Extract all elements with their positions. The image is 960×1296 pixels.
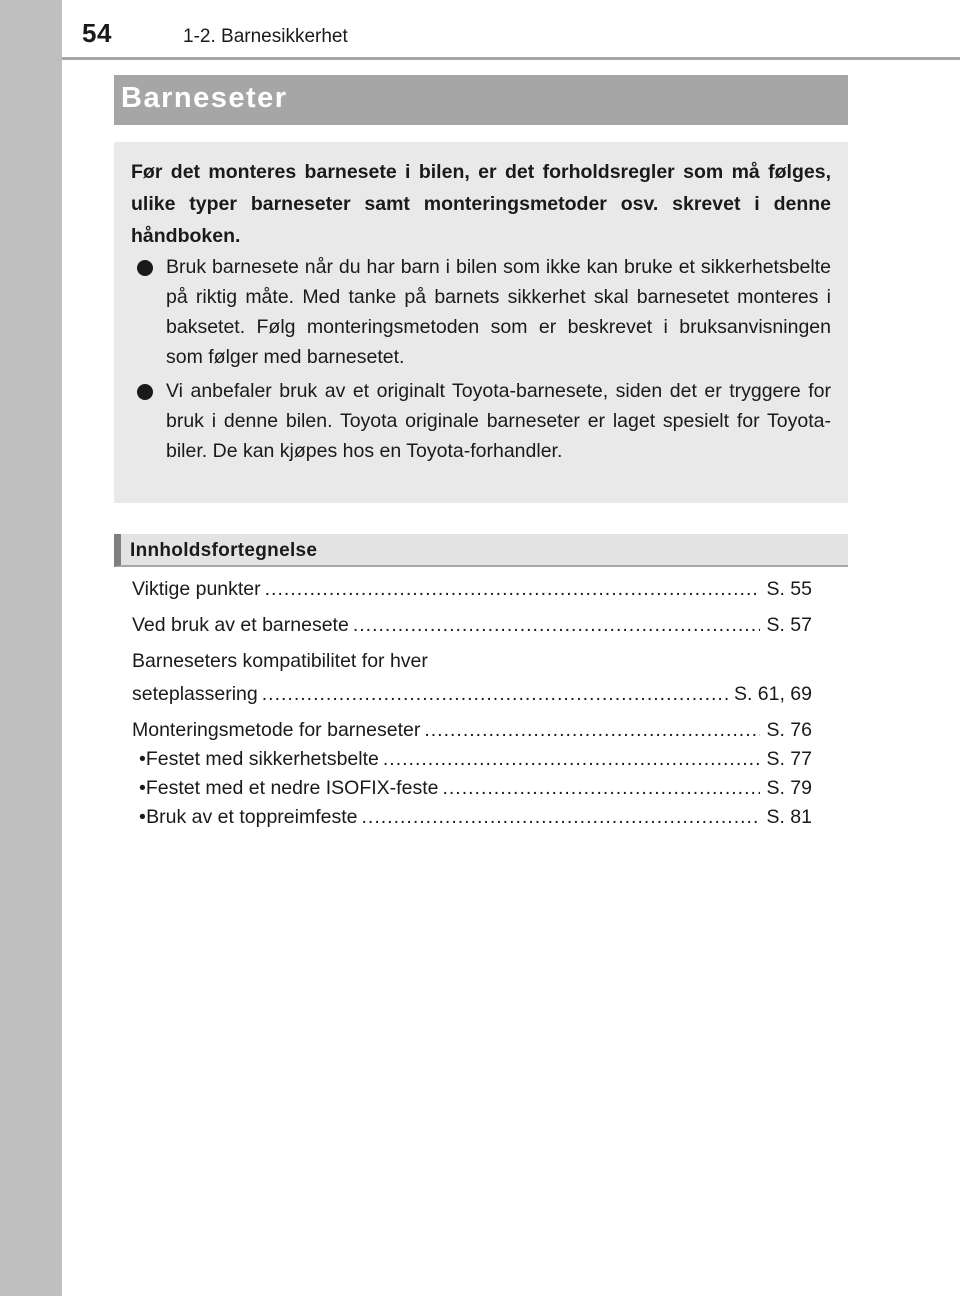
title-bar xyxy=(114,75,848,125)
toc-leader xyxy=(262,681,728,707)
toc-page-ref: S. 76 xyxy=(766,719,812,741)
intro-bullet xyxy=(131,252,831,372)
page-margin-bar xyxy=(0,0,62,1296)
header-divider xyxy=(62,57,960,60)
toc-leader xyxy=(361,804,760,830)
toc-entry-text: Festet med et nedre ISOFIX-feste xyxy=(145,777,439,799)
toc-leader xyxy=(265,576,761,602)
toc-entry-text: seteplassering xyxy=(132,683,258,705)
toc-entry-kompatibilitet[interactable] xyxy=(132,681,812,707)
toc-header xyxy=(114,534,848,567)
toc-subentry-sikkerhetsbelte[interactable] xyxy=(132,746,812,772)
toc-subentry-toppreimfeste[interactable] xyxy=(132,804,812,830)
intro-bullet xyxy=(131,376,831,466)
intro-bullet-list xyxy=(131,252,831,470)
table-of-contents xyxy=(132,576,812,830)
toc-page-ref: S. 81 xyxy=(766,806,812,828)
toc-page-ref: S. 61, 69 xyxy=(733,683,812,705)
toc-entry-monteringsmetode[interactable] xyxy=(132,717,812,743)
toc-leader xyxy=(353,612,761,638)
page-number: 54 xyxy=(82,18,112,48)
toc-entry-text: Viktige punkter xyxy=(132,578,261,600)
section-label: 1-2. Barnesikkerhet xyxy=(183,26,348,47)
toc-title: Innholdsfortegnelse xyxy=(130,540,318,561)
toc-page-ref: S. 55 xyxy=(766,578,812,600)
toc-entry-ved-bruk[interactable] xyxy=(132,612,812,638)
toc-entry-kompatibilitet-line1[interactable] xyxy=(132,648,812,674)
bullet-icon: • xyxy=(139,777,146,799)
toc-subentry-isofix[interactable] xyxy=(132,775,812,801)
bullet-icon: • xyxy=(139,748,146,770)
toc-leader xyxy=(424,717,760,743)
bullet-icon: • xyxy=(139,806,146,828)
toc-entry-text: Ved bruk av et barnesete xyxy=(132,614,349,636)
toc-entry-text: Bruk av et toppreimfeste xyxy=(146,806,358,828)
bullet-dot-icon xyxy=(137,384,153,400)
intro-box xyxy=(114,142,848,503)
toc-page-ref: S. 57 xyxy=(766,614,812,636)
toc-page-ref: S. 77 xyxy=(766,748,812,770)
toc-entry-text: Festet med sikkerhetsbelte xyxy=(145,748,379,770)
intro-bullet-text: Bruk barnesete når du har barn i bilen som ikke kan bruke et sikkerhetsbelte på riktig måte. Med tanke på barnets sikkerhet skal barnesetet monteres i baksetet. Følg monteringsmetoden som er beskrevet i bruksanvisningen som følger med barnesetet. xyxy=(166,256,831,368)
page-title: Barneseter xyxy=(121,82,288,114)
toc-leader xyxy=(442,775,760,801)
bullet-dot-icon xyxy=(137,260,153,276)
intro-bullet-text: Vi anbefaler bruk av et originalt Toyota-barnesete, siden det er tryggere for bruk i denne bilen. Toyota originale barneseter er laget spesielt for Toyota-biler. De kan kjøpes hos en Toyota-forhandler. xyxy=(166,380,831,462)
toc-entry-viktige-punkter[interactable] xyxy=(132,576,812,602)
toc-leader xyxy=(383,746,761,772)
toc-entry-text: Monteringsmetode for barneseter xyxy=(132,719,421,741)
toc-page-ref: S. 79 xyxy=(766,777,812,799)
intro-lead: Før det monteres barnesete i bilen, er det forholdsregler som må følges, ulike typer barneseter samt monteringsmetoder osv. skrevet i denne håndboken. xyxy=(131,161,831,247)
toc-entry-text: Barneseters kompatibilitet for hver xyxy=(132,650,428,672)
